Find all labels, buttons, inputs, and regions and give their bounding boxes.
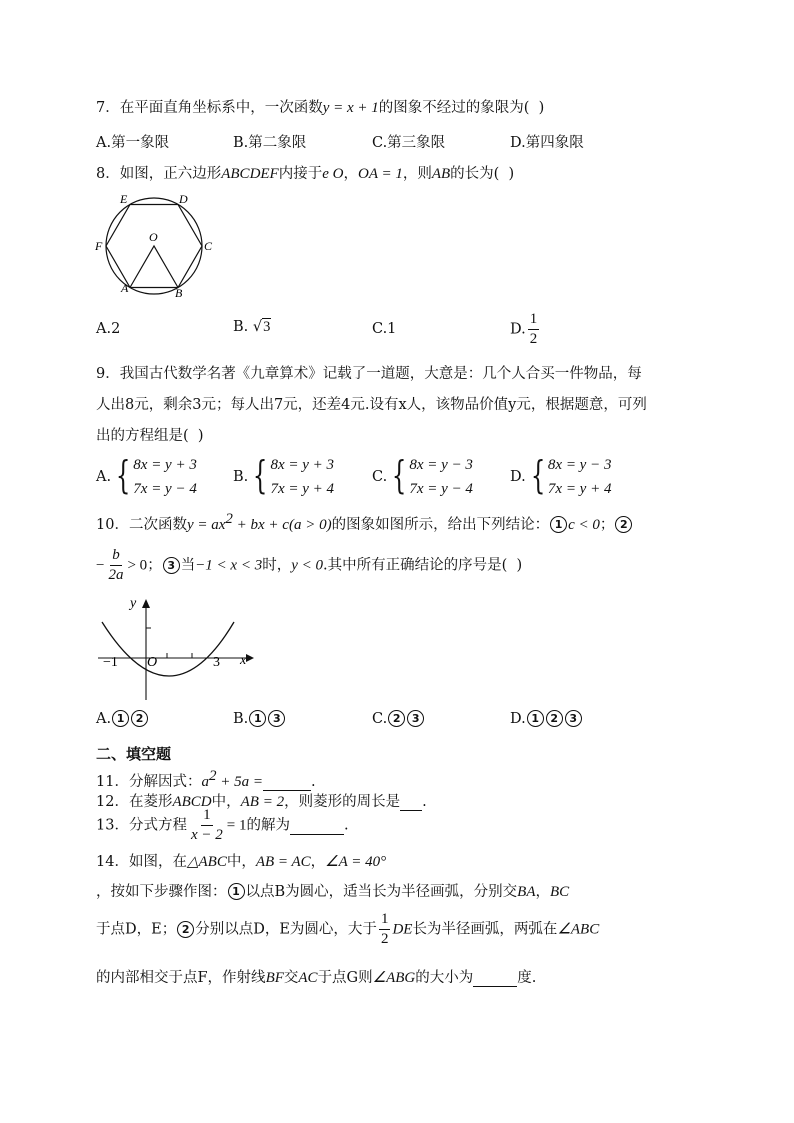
q14-mid1: 中， (226, 854, 256, 870)
label-f: F (95, 239, 103, 253)
q14-l3a: 于点D，E； (96, 921, 177, 938)
minus-sign: − (96, 557, 105, 574)
q13-text: 13．分式方程 (96, 817, 187, 834)
q14-text: 14．如图，在 (96, 854, 187, 870)
sqrt-sign: √ (252, 319, 263, 335)
q7-expression: y = x + 1 (322, 100, 379, 116)
q14-l2a: ，按如下步骤作图： (96, 884, 227, 900)
q8-option-d-fraction (528, 312, 540, 347)
circled-num: 1 (249, 710, 266, 727)
eq1: 8x = y + 3 (270, 457, 335, 473)
q14-half (379, 912, 391, 947)
q8-option-d (510, 312, 541, 347)
question-11 (96, 768, 316, 791)
q14-eq2: ∠A = 40° (325, 854, 387, 870)
q8-option-b-radicand: 3 (263, 319, 271, 335)
option-label: C. (372, 711, 388, 727)
q13-eq: = 1 (226, 817, 247, 834)
answer-blank[interactable] (400, 794, 422, 811)
circled-num: 3 (565, 710, 582, 727)
label-d: D (179, 192, 188, 206)
eq1: 8x = y + 3 (133, 457, 197, 473)
q8-option-a: A.2 (96, 321, 121, 337)
answer-blank[interactable] (473, 970, 517, 987)
q10-option-a (96, 710, 149, 727)
q7-option-b: B.第二象限 (233, 135, 307, 151)
circled-num: 3 (268, 710, 285, 727)
q7-text-a: 7．在平面直角坐标系中，一次函数 (96, 100, 323, 116)
label-b: B (175, 286, 183, 300)
frac-den: 2 (380, 931, 389, 947)
circled-num: 2 (131, 710, 148, 727)
frac-den: x − 2 (190, 827, 223, 843)
eq1: 8x = y − 3 (547, 457, 612, 473)
q8-option-b (233, 318, 271, 336)
hexagon-figure (90, 190, 220, 300)
q12-end: ，则菱形的周长是 (284, 794, 401, 810)
brace: { (253, 453, 268, 497)
x-axis-arrow (246, 654, 254, 662)
q7-text-b: 的图象不经过的象限为( ) (378, 100, 545, 116)
circled-num: 2 (388, 710, 405, 727)
q9-option-d (510, 453, 611, 501)
frac-num: 1 (379, 912, 391, 930)
eq2: 7x = y − 4 (409, 481, 473, 497)
option-label: D. (510, 711, 526, 727)
q10-conclusion-1: c < 0 (568, 516, 600, 533)
question-13 (96, 808, 349, 843)
label-e: E (120, 192, 128, 206)
q8-text-d: ，则 (402, 166, 432, 182)
q14-l2b: 以点B为圆心，适当长为半径画弧，分别交 (245, 884, 518, 900)
q8-oa: OA = 1 (357, 166, 403, 182)
option-label: B. (233, 711, 249, 727)
eq1: 8x = y − 3 (409, 457, 473, 473)
q11-expr-a: a (201, 773, 209, 790)
q8-text-e: 的长为( ) (450, 166, 515, 182)
triangle-oab (130, 246, 178, 288)
q12-text: 12．在菱形 (96, 794, 173, 810)
q14-l4d: 的大小为 (415, 970, 474, 986)
q9-option-label: A. (96, 469, 112, 485)
brace: { (530, 453, 546, 497)
q12-tail: . (422, 794, 427, 810)
circled-num: 2 (546, 710, 563, 727)
brace: { (392, 453, 407, 497)
label-origin: O (147, 655, 158, 670)
circled-1: 1 (550, 516, 567, 533)
q10-y-neg: y < 0 (291, 557, 323, 574)
q14-line-3 (96, 912, 599, 947)
q14-mid2: ， (310, 854, 326, 870)
q8-ab: AB (431, 166, 451, 182)
q9-option-a (96, 453, 197, 501)
q8-circle-name: e O (322, 166, 344, 182)
q10-text-a: 10．二次函数 (96, 516, 187, 533)
separator: ； (599, 516, 615, 533)
q13-fraction (189, 808, 225, 843)
q10-option-d (510, 710, 583, 727)
q14-l4c: 于点G则 (317, 970, 373, 986)
label-a: A (121, 281, 129, 295)
q14-l4e: 度. (517, 970, 537, 986)
q11-end: . (310, 773, 316, 790)
q14-l2c: ， (535, 884, 550, 900)
q10-text-b: 的图象如图所示，给出下列结论： (331, 516, 550, 533)
frac-den: 2 (529, 331, 538, 347)
y-axis-arrow (142, 599, 150, 608)
q8-text-b: 内接于 (278, 166, 323, 182)
question-8-stem (96, 162, 514, 183)
q9-option-label: C. (372, 469, 388, 485)
circled-1: 1 (228, 883, 245, 900)
eq2: 7x = y + 4 (547, 481, 612, 497)
circled-2: 2 (615, 516, 632, 533)
q8-text-a: 8．如图，正六边形 (96, 166, 222, 182)
q11-sup: 2 (208, 768, 217, 784)
x-label: x (240, 653, 247, 668)
section-heading-fill-in: 二、填空题 (96, 745, 172, 763)
circled-num: 1 (112, 710, 129, 727)
q10-gt0: > 0 (127, 557, 148, 574)
q14-l4b: 交 (283, 970, 299, 986)
q10-text-end: .其中所有正确结论的序号是( ) (323, 557, 523, 574)
eq2: 7x = y − 4 (133, 481, 197, 497)
label-3: 3 (213, 655, 220, 670)
q9-option-b (233, 453, 334, 501)
q10-fraction (106, 548, 125, 583)
q9-option-c (372, 453, 473, 501)
eq2: 7x = y + 4 (270, 481, 335, 497)
q8-option-b-label: B. (233, 319, 249, 335)
q9-option-label: D. (510, 469, 526, 485)
q14-line-4 (96, 966, 536, 987)
q10-condition: (a > 0) (288, 516, 332, 533)
q10-option-b (233, 710, 286, 727)
q10-line-1 (96, 511, 633, 534)
answer-blank[interactable] (290, 818, 344, 835)
frac-num: 1 (528, 312, 540, 330)
q12-mid: 中， (211, 794, 241, 810)
q10-text-when: 当 (180, 557, 196, 574)
q10-line-2 (96, 548, 522, 583)
q10-expr-sup: 2 (225, 511, 233, 527)
question-7-stem (96, 96, 544, 117)
y-label: y (130, 596, 137, 611)
q8-hexagon-name: ABCDEF (221, 166, 279, 182)
frac-den: 2a (108, 567, 124, 583)
q14-ac: AC (298, 970, 318, 986)
frac-num: b (110, 548, 122, 566)
q14-bf: BF (265, 970, 284, 986)
q14-triangle: △ABC (186, 854, 227, 870)
separator: ； (147, 557, 162, 574)
q9-line-1: 9．我国古代数学名著《九章算术》记载了一道题，大意是：几个人合买一件物品，每 (96, 366, 642, 382)
q14-angle-abg: ∠ABG (372, 970, 416, 986)
frac-num: 1 (201, 808, 213, 826)
label-o: O (149, 230, 158, 244)
answer-blank[interactable] (263, 774, 311, 791)
q10-text-then: 时， (262, 557, 292, 574)
q14-ba: BA (517, 884, 536, 900)
brace: { (115, 453, 131, 497)
q13-mid: 的解为 (246, 817, 290, 834)
q10-option-c (372, 710, 425, 727)
q8-option-d-label: D. (510, 321, 526, 338)
q10-expr-b: + bx + c (232, 516, 289, 533)
label-c: C (204, 239, 213, 253)
option-label: A. (96, 711, 112, 727)
q12-shape: ABCD (172, 794, 212, 810)
q14-eq1: AB = AC (255, 854, 311, 870)
q13-end: . (343, 817, 349, 834)
q7-option-d: D.第四象限 (510, 135, 584, 151)
q9-option-label: B. (233, 469, 249, 485)
circled-num: 3 (407, 710, 424, 727)
q8-text-c: ， (343, 166, 358, 182)
q14-de: DE (392, 921, 413, 938)
parabola-graph (94, 592, 254, 704)
circled-num: 1 (527, 710, 544, 727)
q11-text: 11．分解因式： (96, 773, 202, 790)
q14-bc: BC (549, 884, 570, 900)
q9-line-3: 出的方程组是( ) (96, 428, 204, 444)
q11-expr-b: + 5a = (216, 773, 263, 790)
q14-angle-abc: ∠ABC (557, 921, 600, 938)
q8-option-c: C.1 (372, 321, 397, 337)
circled-2: 2 (177, 921, 194, 938)
label-neg1: −1 (103, 655, 118, 670)
circled-3: 3 (163, 557, 180, 574)
q14-l4a: 的内部相交于点F，作射线 (96, 970, 266, 986)
q7-option-c: C.第三象限 (372, 135, 446, 151)
q14-line-1 (96, 850, 386, 871)
q7-option-a: A.第一象限 (96, 135, 170, 151)
q12-ab: AB = 2 (240, 794, 285, 810)
q9-line-2: 人出8元，剩余3元；每人出7元，还差4元.设有x人，该物品价值y元，根据题意，可列 (96, 397, 647, 413)
q14-line-2 (96, 880, 569, 901)
q14-l3c: 长为半径画弧，两弧在 (412, 921, 558, 938)
q14-l3b: 分别以点D，E为圆心，大于 (195, 921, 377, 938)
q10-expr-a: y = ax (186, 516, 226, 533)
q10-range: −1 < x < 3 (195, 557, 263, 574)
